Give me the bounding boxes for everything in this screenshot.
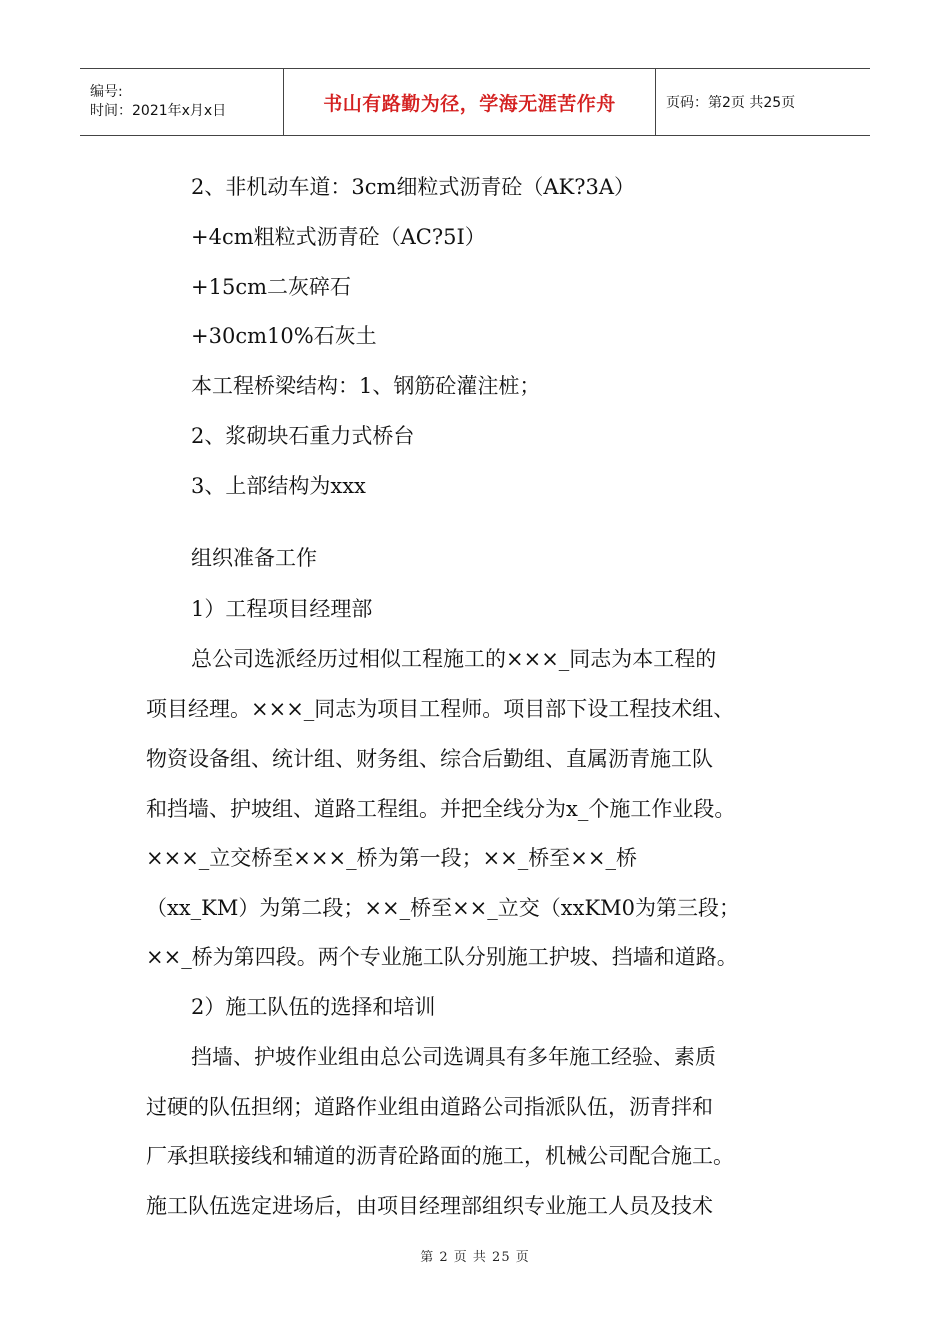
header-meta xyxy=(80,69,284,135)
paragraph-line: 项目经理。×××_同志为项目工程师。项目部下设工程技术组、 xyxy=(146,697,735,721)
paragraph-line: 过硬的队伍担纲；道路作业组由道路公司指派队伍，沥青拌和 xyxy=(146,1095,713,1119)
paragraph-line: 物资设备组、统计组、财务组、综合后勤组、直属沥青施工队 xyxy=(146,747,713,771)
paragraph-line: 总公司选派经历过相似工程施工的×××_同志为本工程的 xyxy=(191,647,717,671)
paragraph-line: 和挡墙、护坡组、道路工程组。并把全线分为x_个施工作业段。 xyxy=(146,797,736,821)
text-line: +15cm二灰碎石 xyxy=(191,275,351,299)
text-line: +4cm粗粒式沥青砼（AC?5I） xyxy=(191,225,486,249)
text-line: 2、非机动车道：3cm细粒式沥青砼（AK?3A） xyxy=(191,175,636,199)
document-time: 时间：2021年x月x日 xyxy=(90,103,227,119)
paragraph-line: 厂承担联接线和辅道的沥青砼路面的施工，机械公司配合施工。 xyxy=(146,1144,734,1168)
page-footer: 第 2 页 共 25 页 xyxy=(420,1250,530,1265)
paragraph-line: 挡墙、护坡作业组由总公司选调具有多年施工经验、素质 xyxy=(191,1045,716,1069)
paragraph-line: 施工队伍选定进场后，由项目经理部组织专业施工人员及技术 xyxy=(146,1194,713,1218)
text-line: +30cm10%石灰土 xyxy=(191,324,377,348)
paragraph-line: ×××_立交桥至×××_桥为第一段；××_桥至××_桥 xyxy=(146,846,637,870)
text-line: 本工程桥梁结构：1、钢筋砼灌注桩； xyxy=(191,374,541,398)
text-line: 3、上部结构为xxx xyxy=(191,474,366,498)
paragraph-line: ××_桥为第四段。两个专业施工队分别施工护坡、挡墙和道路。 xyxy=(146,945,738,969)
paragraph-line: （xx_KM）为第二段；××_桥至××_立交（xxKM0为第三段； xyxy=(146,896,740,920)
page-header xyxy=(80,68,870,136)
text-line: 2、浆砌块石重力式桥台 xyxy=(191,424,415,448)
header-page-info: 页码：第2页 共25页 xyxy=(666,95,796,111)
header-motto: 书山有路勤为径，学海无涯苦作舟 xyxy=(284,69,656,135)
document-number-label: 编号: xyxy=(90,84,123,100)
subsection-heading: 1）工程项目经理部 xyxy=(191,597,373,621)
section-heading: 组织准备工作 xyxy=(191,546,317,570)
subsection-heading: 2）施工队伍的选择和培训 xyxy=(191,995,436,1019)
